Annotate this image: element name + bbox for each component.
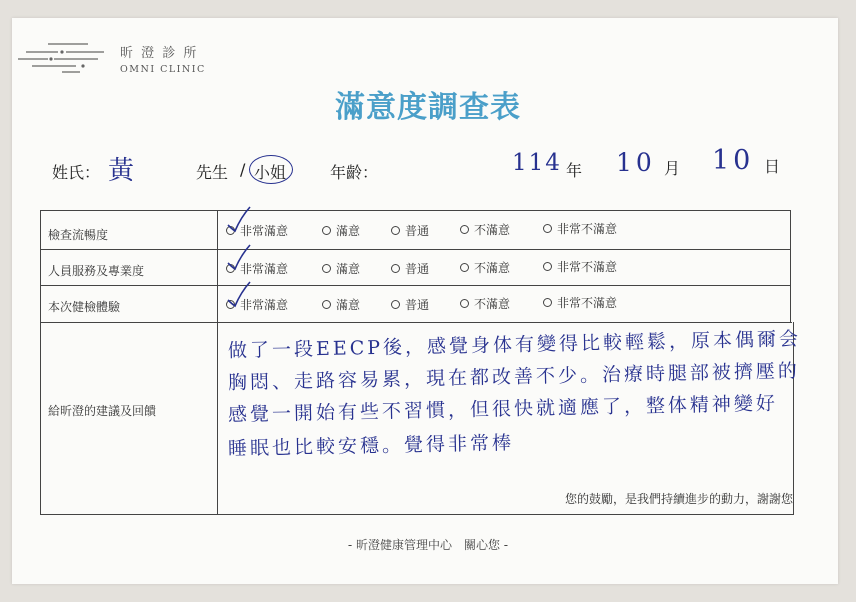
feedback-text-line[interactable]: 感覺一開始有些不習慣，但很快就適應了，整体精神變好 — [227, 392, 779, 426]
day-label: 日 — [764, 157, 781, 176]
table-right-border — [790, 210, 791, 323]
row-label-experience: 本次健檢體驗 — [48, 300, 121, 314]
feedback-text-line[interactable]: 睡眠也比較安穩。覺得非常棒 — [227, 432, 515, 460]
option-very-satisfied[interactable]: 非常滿意 — [226, 222, 288, 239]
day-value[interactable]: 10 — [712, 145, 755, 176]
option-dissatisfied[interactable]: 不滿意 — [460, 221, 510, 238]
thanks-note: 您的鼓勵，是我們持續進步的動力，謝謝您 — [564, 492, 793, 506]
year-value[interactable]: 114 — [512, 150, 562, 176]
name-label: 姓氏： — [52, 163, 101, 182]
row-label-flow: 檢查流暢度 — [48, 228, 109, 242]
option-neutral[interactable]: 普通 — [391, 296, 429, 313]
feedback-text-line[interactable]: 胸悶、走路容易累，現在都改善不少。治療時腿部被擠壓的 — [227, 360, 801, 394]
table-row-divider — [40, 285, 790, 286]
footer-text: - 昕澄健康管理中心 關心您 - — [347, 538, 509, 552]
option-very-dissatisfied[interactable]: 非常不滿意 — [543, 258, 617, 275]
miss-selected-circle — [249, 155, 293, 184]
table-row-divider — [40, 249, 790, 250]
miss-label[interactable]: 小姐 — [254, 163, 287, 182]
clinic-name-en: OMNI CLINIC — [120, 64, 206, 75]
option-satisfied[interactable]: 滿意 — [322, 296, 360, 313]
year-label: 年 — [566, 161, 583, 180]
mr-label[interactable]: 先生 — [196, 163, 229, 182]
feedback-label: 給昕澄的建議及回饋 — [48, 404, 157, 418]
option-dissatisfied[interactable]: 不滿意 — [460, 259, 510, 276]
name-value[interactable]: 黃 — [108, 156, 135, 186]
table-bottom-border — [40, 514, 794, 515]
option-satisfied[interactable]: 滿意 — [322, 260, 360, 277]
table-top-border — [40, 210, 790, 211]
option-very-satisfied[interactable]: 非常滿意 — [226, 296, 288, 313]
table-column-divider — [217, 210, 218, 515]
checkmark-icon — [226, 243, 252, 271]
title-separator: / — [240, 160, 246, 179]
checkmark-icon — [226, 280, 252, 308]
option-very-dissatisfied[interactable]: 非常不滿意 — [543, 220, 617, 237]
option-neutral[interactable]: 普通 — [391, 222, 429, 239]
month-label: 月 — [664, 159, 681, 178]
option-dissatisfied[interactable]: 不滿意 — [460, 295, 510, 312]
option-very-satisfied[interactable]: 非常滿意 — [226, 260, 288, 277]
checkmark-icon — [226, 205, 252, 233]
feedback-text-line[interactable]: 做了一段EECP後，感覺身体有變得比較輕鬆，原本偶爾会 — [227, 328, 802, 362]
month-value[interactable]: 10 — [616, 148, 656, 177]
option-neutral[interactable]: 普通 — [391, 260, 429, 277]
option-very-dissatisfied[interactable]: 非常不滿意 — [543, 294, 617, 311]
age-label: 年齡： — [330, 163, 379, 182]
clinic-name-zh: 昕 澄 診 所 — [120, 46, 199, 61]
option-satisfied[interactable]: 滿意 — [322, 222, 360, 239]
table-row-divider — [40, 322, 792, 323]
row-label-service: 人員服務及專業度 — [48, 264, 145, 278]
table-left-border — [40, 210, 41, 515]
form-title: 滿意度調查表 — [335, 90, 521, 125]
clinic-logo-icon — [18, 40, 110, 76]
